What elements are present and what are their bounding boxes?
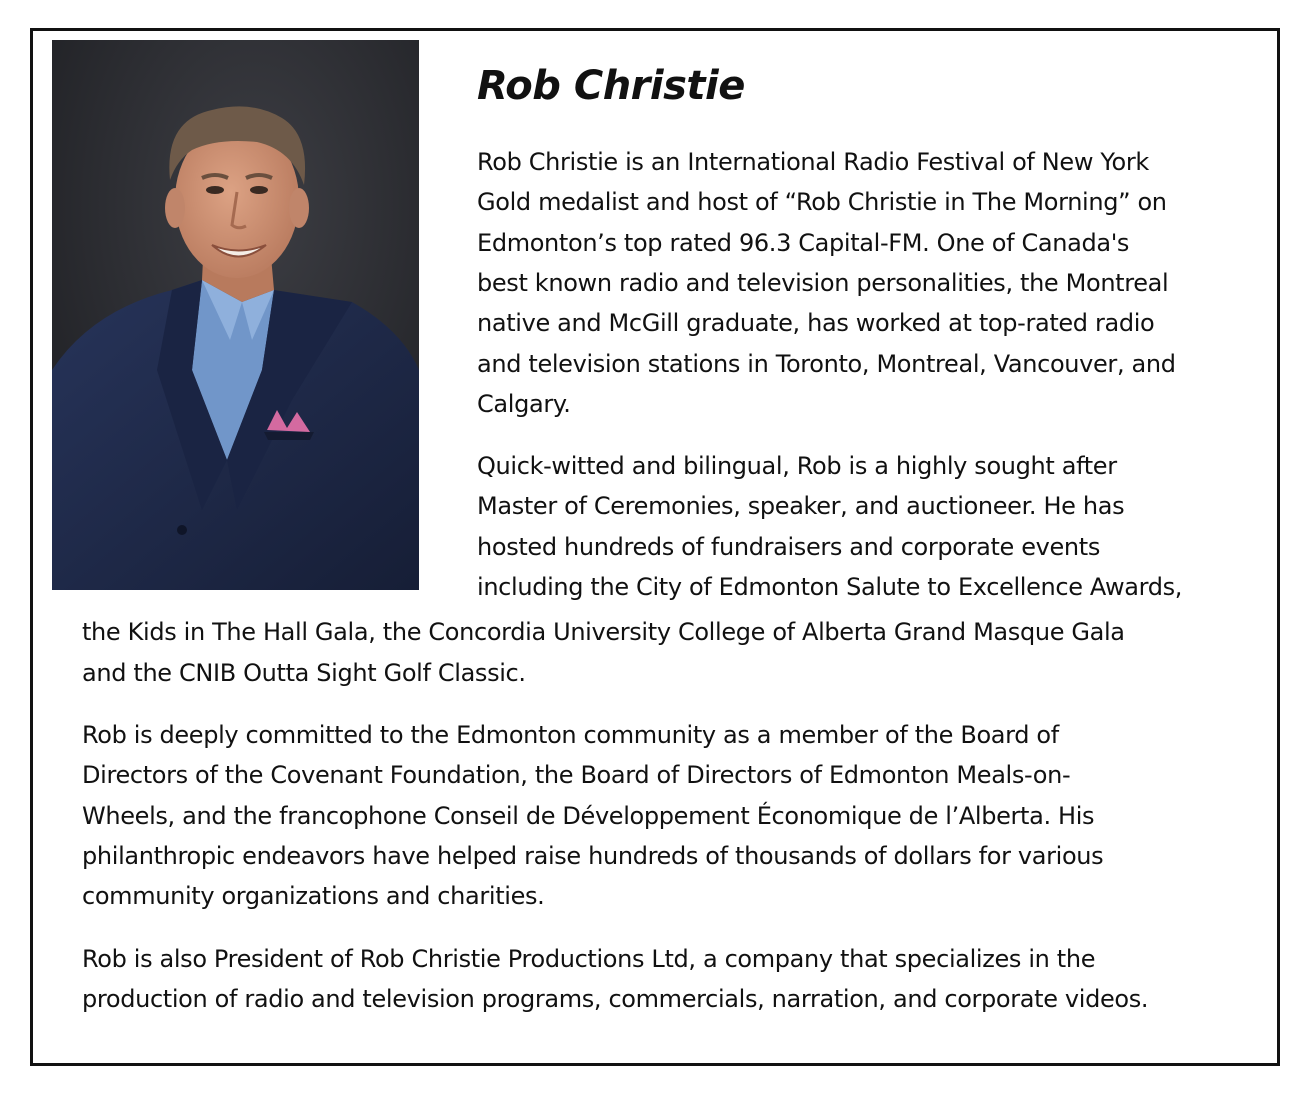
text-line: hosted hundreds of fundraisers and corporate events bbox=[477, 533, 1100, 561]
text-line: community organizations and charities. bbox=[82, 882, 545, 910]
portrait-photo bbox=[52, 40, 419, 590]
text-line: Master of Ceremonies, speaker, and auctioneer. He has bbox=[477, 492, 1125, 520]
text-line: the Kids in The Hall Gala, the Concordia University College of Alberta Grand Masque Gala bbox=[82, 618, 1125, 646]
page-title: Rob Christie bbox=[477, 63, 745, 109]
text-line: Edmonton’s top rated 96.3 Capital-FM. One of Canada's bbox=[477, 229, 1130, 257]
text-line: Rob Christie is an International Radio Festival of New York bbox=[477, 148, 1149, 176]
text-line: Quick-witted and bilingual, Rob is a highly sought after bbox=[477, 452, 1117, 480]
text-line: best known radio and television personalities, the Montreal bbox=[477, 269, 1169, 297]
text-line: Calgary. bbox=[477, 390, 571, 418]
text-line: philanthropic endeavors have helped raise hundreds of thousands of dollars for various bbox=[82, 842, 1104, 870]
text-line: and the CNIB Outta Sight Golf Classic. bbox=[82, 659, 526, 687]
text-line: Directors of the Covenant Foundation, the Board of Directors of Edmonton Meals-on- bbox=[82, 761, 1071, 789]
text-line: including the City of Edmonton Salute to Excellence Awards, bbox=[477, 573, 1183, 601]
text-line: Rob is deeply committed to the Edmonton community as a member of the Board of bbox=[82, 721, 1059, 749]
text-line: Wheels, and the francophone Conseil de Développement Économique de l’Alberta. His bbox=[82, 802, 1095, 830]
text-line: and television stations in Toronto, Montreal, Vancouver, and bbox=[477, 350, 1176, 378]
text-line: production of radio and television programs, commercials, narration, and corporate videos. bbox=[82, 985, 1149, 1013]
text-line: Gold medalist and host of “Rob Christie in The Morning” on bbox=[477, 188, 1167, 216]
text-line: native and McGill graduate, has worked at top-rated radio bbox=[477, 309, 1155, 337]
text-line: Rob is also President of Rob Christie Productions Ltd, a company that specializes in the bbox=[82, 945, 1096, 973]
